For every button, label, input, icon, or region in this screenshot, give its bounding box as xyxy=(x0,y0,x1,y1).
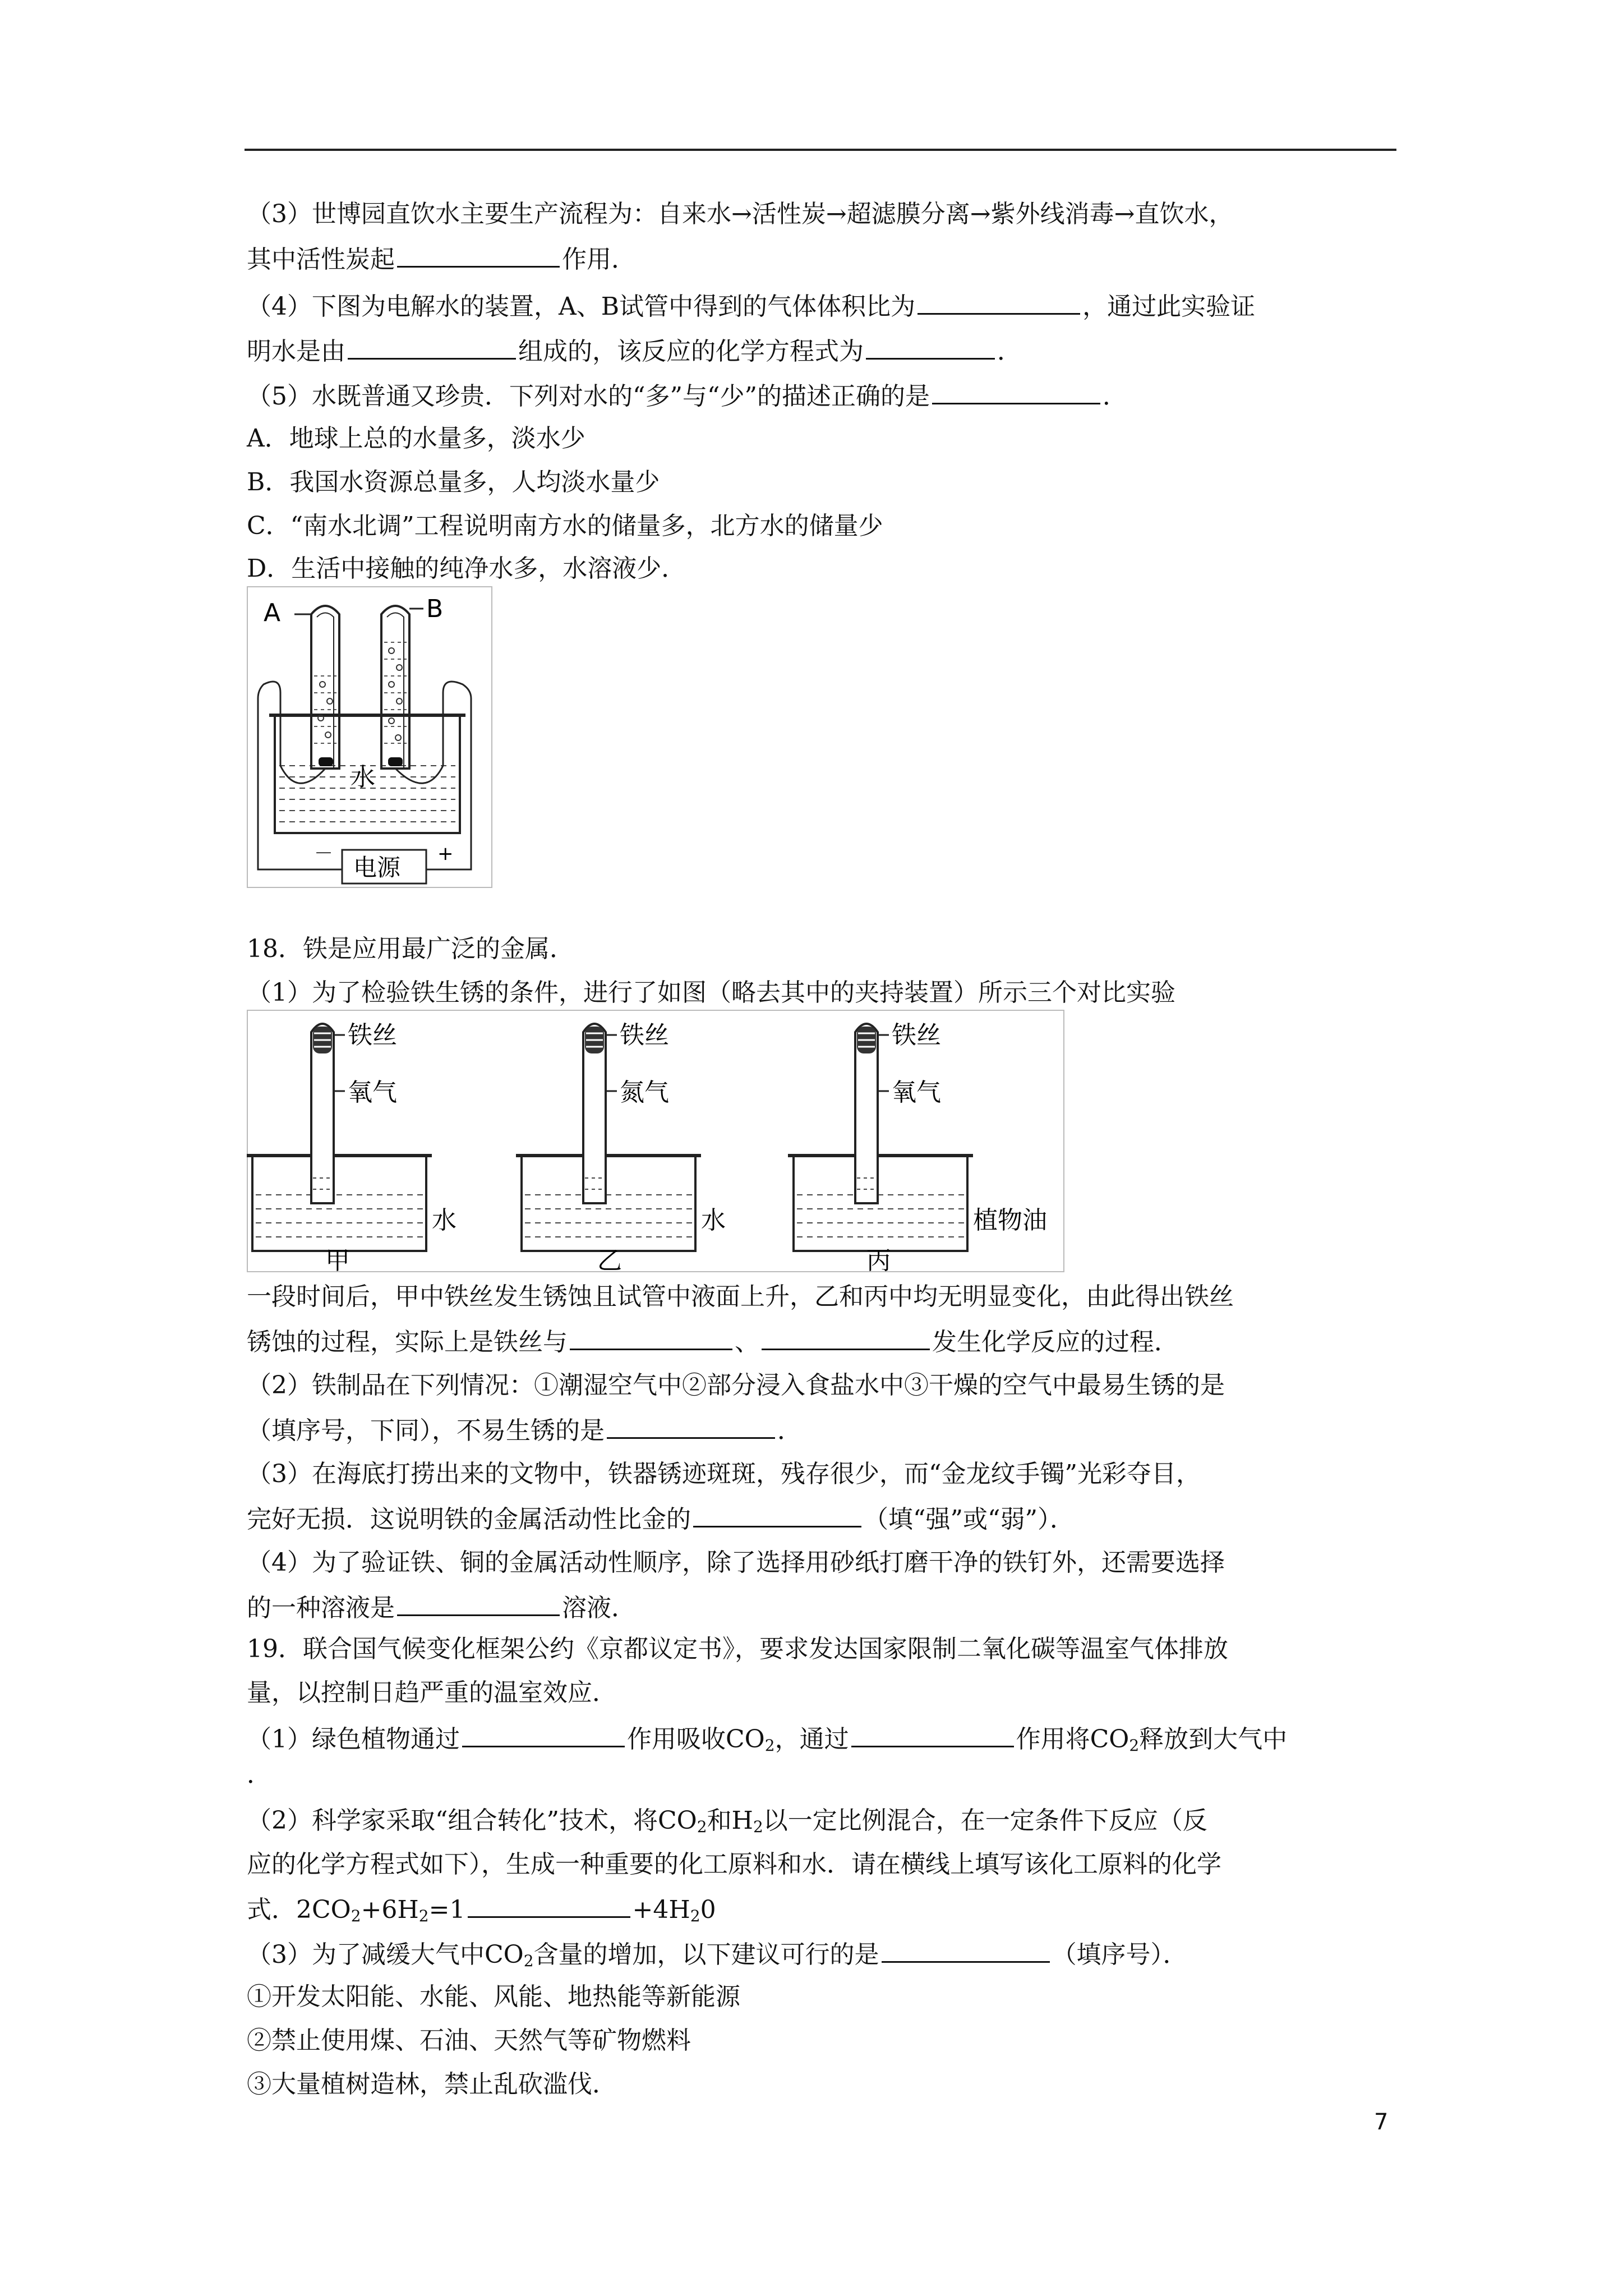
answer-blank[interactable] xyxy=(397,1589,560,1616)
q18-part2-line2: （填序号，下同），不易生锈的是 ． xyxy=(247,1411,802,1449)
page-number: 7 xyxy=(1374,2109,1389,2135)
iron-wire-label: 铁丝 xyxy=(348,1021,397,1050)
q18-part3-line2: 完好无损．这说明铁的金属活动性比金的 （填“强”或“弱”）． xyxy=(247,1500,1075,1538)
apparatus-caption: 丙 xyxy=(866,1246,891,1273)
liquid-label: 水 xyxy=(432,1206,457,1235)
tube-a-label: A xyxy=(264,599,281,627)
answer-blank[interactable] xyxy=(762,1323,930,1350)
answer-blank[interactable] xyxy=(866,332,995,360)
answer-blank[interactable] xyxy=(468,1890,630,1918)
gas-label: 氧气 xyxy=(892,1078,941,1107)
power-supply-label: 电源 xyxy=(353,854,401,881)
q18-part4-line2: 的一种溶液是 溶液． xyxy=(247,1589,636,1626)
rust-experiment-diagram xyxy=(247,1010,1066,1273)
liquid-label: 植物油 xyxy=(973,1206,1047,1235)
q17-part4-line1: （4）下图为电解水的装置，A、B试管中得到的气体体积比为 ，通过此实验证 xyxy=(247,287,1255,325)
q19-title-line2: 量，以控制日趋严重的温室效应． xyxy=(247,1678,617,1707)
tube-b-label: B xyxy=(426,595,444,623)
q19-part1: （1）绿色植物通过 作用吸收$CO_2$，通过 作用将$CO_2$释放到大气中 xyxy=(247,1720,1287,1757)
apparatus-caption: 甲 xyxy=(325,1246,350,1273)
liquid-label: 水 xyxy=(701,1206,726,1235)
q18-title: 18．铁是应用最广泛的金属． xyxy=(247,935,574,963)
q19-title-line1: 19．联合国气候变化框架公约《京都议定书》，要求发达国家限制二氧化碳等温室气体排放 xyxy=(247,1635,1228,1663)
water-label: 水 xyxy=(351,763,375,792)
electrolysis-figure xyxy=(247,586,494,889)
iron-wire-label: 铁丝 xyxy=(620,1021,669,1050)
q17-option-a: A．地球上总的水量多，淡水少 xyxy=(247,424,585,453)
negative-terminal: － xyxy=(314,843,333,865)
electrolysis-diagram xyxy=(247,586,494,889)
apparatus-jia xyxy=(247,1021,457,1273)
q18-part4-line1: （4）为了验证铁、铜的金属活动性顺序，除了选择用砂纸打磨干净的铁钉外，还需要选择 xyxy=(247,1548,1225,1577)
q19-suggestion-3: ③大量植树造林，禁止乱砍滥伐． xyxy=(247,2070,617,2099)
q18-part1-result: 一段时间后，甲中铁丝发生锈蚀且试管中液面上升，乙和丙中均无明显变化，由此得出铁丝 xyxy=(247,1282,1234,1311)
apparatus-yi xyxy=(516,1021,726,1273)
q19-part2-equation: 式．$2CO_2+6H_2=1 +4H_20$ xyxy=(247,1890,716,1928)
q19-suggestion-2: ②禁止使用煤、石油、天然气等矿物燃料 xyxy=(247,2026,691,2055)
q18-part3-line1: （3）在海底打捞出来的文物中，铁器锈迹斑斑，残存很少，而“金龙纹手镯”光彩夺目， xyxy=(247,1460,1201,1488)
answer-blank[interactable] xyxy=(882,1935,1050,1963)
q19-part1-end: ． xyxy=(247,1760,271,1789)
answer-blank[interactable] xyxy=(607,1411,775,1439)
header-rule xyxy=(245,149,1396,151)
q17-option-d: D．生活中接触的纯净水多，水溶液少． xyxy=(247,554,686,583)
iron-wire-label: 铁丝 xyxy=(892,1021,941,1050)
gas-label: 氧气 xyxy=(348,1078,397,1107)
answer-blank[interactable] xyxy=(462,1720,625,1747)
q17-option-b: B．我国水资源总量多，人均淡水量少 xyxy=(247,468,660,496)
answer-blank[interactable] xyxy=(851,1720,1014,1747)
q17-part4-line2: 明水是由 组成的，该反应的化学方程式为 ． xyxy=(247,332,1022,370)
answer-blank[interactable] xyxy=(348,332,516,360)
q17-part3-line1: （3）世博园直饮水主要生产流程为：自来水→活性炭→超滤膜分离→紫外线消毒→直饮水， xyxy=(247,200,1234,228)
q18-part1-conclusion: 锈蚀的过程，实际上是铁丝与 、 发生化学反应的过程． xyxy=(247,1323,1179,1360)
answer-blank[interactable] xyxy=(693,1500,861,1527)
answer-blank[interactable] xyxy=(917,287,1080,315)
apparatus-caption: 乙 xyxy=(597,1246,622,1273)
q19-part2-line2: 应的化学方程式如下），生成一种重要的化工原料和水．请在横线上填写该化工原料的化学 xyxy=(247,1850,1221,1879)
positive-terminal: + xyxy=(437,843,454,865)
answer-blank[interactable] xyxy=(570,1323,732,1350)
q17-option-c: C．“南水北调”工程说明南方水的储量多，北方水的储量少 xyxy=(247,512,883,540)
q19-part2-line1: （2）科学家采取“组合转化”技术，将$CO_2$和$H_2$以一定比例混合，在一定条件下反应（反 xyxy=(247,1806,1207,1836)
q17-part5: （5）水既普通又珍贵．下列对水的“多”与“少”的描述正确的是 ． xyxy=(247,377,1127,415)
q19-part3: （3）为了减缓大气中$CO_2$含量的增加，以下建议可行的是 （填序号）． xyxy=(247,1935,1188,1973)
q18-part1: （1）为了检验铁生锈的条件，进行了如图（略去其中的夹持装置）所示三个对比实验 xyxy=(247,978,1175,1007)
q17-part3-line2: 其中活性炭起 作用． xyxy=(247,240,636,278)
answer-blank[interactable] xyxy=(397,240,560,268)
answer-blank[interactable] xyxy=(932,377,1100,404)
q18-part2-line1: （2）铁制品在下列情况：①潮湿空气中②部分浸入食盐水中③干燥的空气中最易生锈的是 xyxy=(247,1371,1225,1400)
rust-experiment-figure xyxy=(247,1010,1066,1273)
q19-suggestion-1: ①开发太阳能、水能、风能、地热能等新能源 xyxy=(247,1982,740,2011)
apparatus-bing xyxy=(788,1021,1047,1273)
gas-label: 氮气 xyxy=(620,1078,669,1107)
